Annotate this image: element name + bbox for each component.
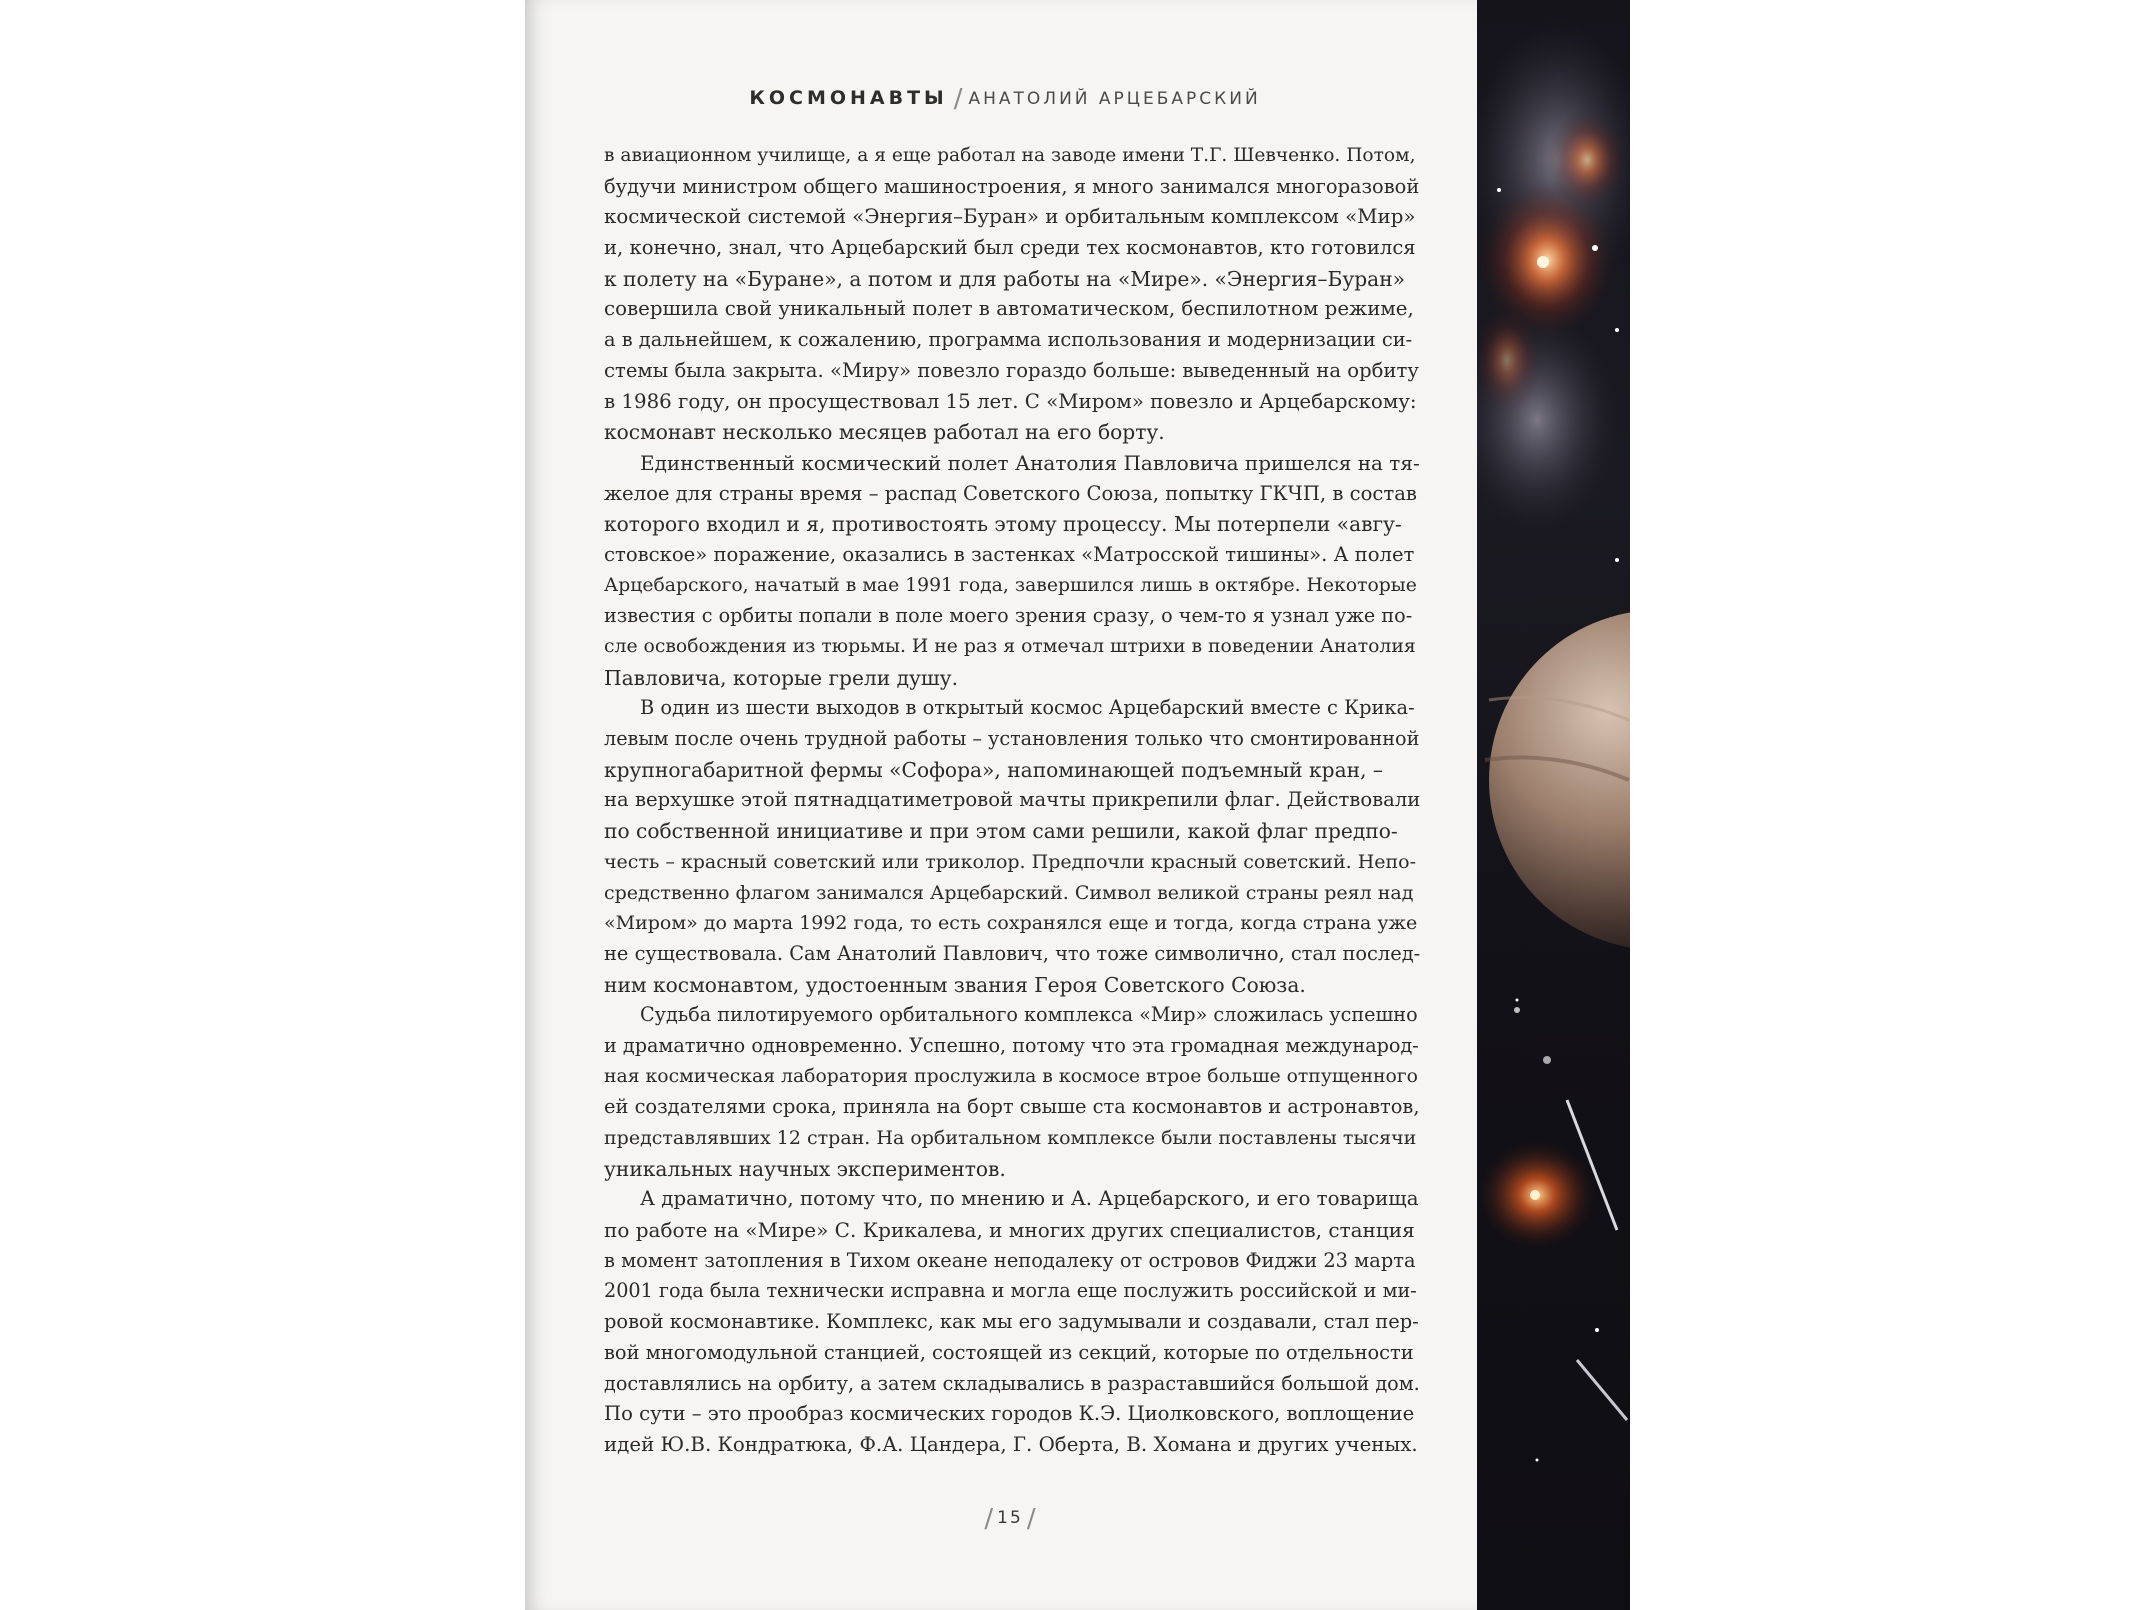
folio-left-slash: /	[984, 1504, 994, 1534]
text-line: и драматично одновременно. Успешно, потому что эта громадная международ-	[604, 1033, 1419, 1057]
text-line: Павловича, которые грели душу.	[604, 665, 958, 690]
text-line: стовское» поражение, оказались в застенках «Матросской тишины». А полет	[604, 542, 1415, 566]
text-line: известия с орбиты попали в поле моего зрения сразу, о чем-то я узнал уже по-	[604, 604, 1413, 628]
text-line: представлявших 12 стран. На орбитальном комплексе были поставлены тысячи	[604, 1127, 1417, 1149]
text-line: ей создателями срока, приняла на борт свыше ста космонавтов и астронавтов,	[604, 1095, 1420, 1119]
text-line: ровой космонавтике. Комплекс, как мы его задумывали и создавали, стал пер-	[604, 1310, 1419, 1334]
text-line: по работе на «Мире» С. Крикалева, и многих других специалистов, станция	[604, 1218, 1415, 1243]
text-line: левым после очень трудной работы – установления только что смонтированной	[604, 727, 1420, 751]
text-line: в авиационном училище, а я еще работал на заводе имени Т.Г. Шевченко. Потом,	[604, 145, 1416, 166]
page-number-footer	[970, 1504, 1050, 1534]
text-line: в момент затопления в Тихом океане неподалеку от островов Фиджи 23 марта	[604, 1248, 1416, 1272]
text-line: ним космонавтом, удостоенным звания Героя Советского Союза.	[604, 972, 1306, 997]
text-line: По сути – это прообраз космических городов К.Э. Циолковского, воплощение	[604, 1402, 1415, 1426]
text-line: а в дальнейшем, к сожалению, программа использования и модернизации си-	[604, 328, 1413, 352]
series-title: КОСМОНАВТЫ	[749, 87, 948, 109]
text-line: идей Ю.В. Кондратюка, Ф.А. Цандера, Г. Оберта, В. Хомана и других ученых.	[604, 1432, 1418, 1456]
text-line: ная космическая лаборатория прослужила в космосе втрое больше отпущенного	[604, 1065, 1418, 1087]
text-line: не существовала. Сам Анатолий Павлович, что тоже символично, стал послед-	[604, 941, 1421, 965]
text-line: уникальных научных экспериментов.	[604, 1156, 1006, 1181]
header-separator: /	[953, 84, 963, 114]
text-line: к полету на «Буране», а потом и для работы на «Мире». «Энергия–Буран»	[604, 266, 1405, 291]
text-line: которого входил и я, противостоять этому процессу. Мы потерпели «авгу-	[604, 512, 1402, 537]
text-line: желое для страны время – распад Советского Союза, попытку ГКЧП, в состав	[604, 481, 1417, 505]
text-line: В один из шести выходов в открытый космос Арцебарский вместе с Крика-	[640, 696, 1415, 720]
text-line: по собственной инициативе и при этом сами решили, какой флаг предпо-	[604, 819, 1398, 844]
text-line: космической системой «Энергия–Буран» и орбитальным комплексом «Мир»	[604, 205, 1416, 229]
text-line: на верхушке этой пятнадцатиметровой мачты прикрепили флаг. Действовали	[604, 788, 1421, 812]
text-line: «Миром» до марта 1992 года, то есть сохранялся еще и тогда, когда страна уже	[604, 912, 1418, 935]
space-illustration-strip	[1477, 0, 1630, 1610]
text-line: сле освобождения из тюрьмы. И не раз я отмечал штрихи в поведении Анатолия	[604, 636, 1416, 657]
text-line: А драматично, потому что, по мнению и А. Арцебарского, и его товарища	[640, 1187, 1419, 1211]
text-line: Арцебарского, начатый в мае 1991 года, завершился лишь в октябре. Некоторые	[604, 574, 1417, 596]
text-line: будучи министром общего машиностроения, я много занимался многоразовой	[604, 174, 1420, 198]
text-line: стемы была закрыта. «Миру» повезло гораздо больше: выведенный на орбиту	[604, 358, 1419, 382]
text-line: доставлялись на орбиту, а затем складывались в разраставшийся большой дом.	[604, 1371, 1420, 1395]
text-line: и, конечно, знал, что Арцебарский был среди тех космонавтов, кто готовился	[604, 236, 1416, 260]
text-line: Единственный космический полет Анатолия Павловича пришелся на тя-	[640, 450, 1420, 475]
running-head	[525, 84, 1485, 114]
page-number: 15	[997, 1508, 1023, 1528]
text-line: средственно флагом занимался Арцебарский. Символ великой страны реял над	[604, 881, 1414, 904]
body-text	[604, 141, 1420, 1461]
text-line: Судьба пилотируемого орбитального комплекса «Мир» сложилась успешно	[640, 1003, 1418, 1027]
text-line: в 1986 году, он просуществовал 15 лет. С «Миром» повезло и Арцебарскому:	[604, 389, 1417, 413]
text-line: космонавт несколько месяцев работал на его борту.	[604, 420, 1165, 445]
text-line: 2001 года была технически исправна и могла еще послужить российской и ми-	[604, 1279, 1417, 1303]
text-line: вой многомодульной станцией, состоящей из секций, которые по отдельности	[604, 1340, 1414, 1364]
folio-right-slash: /	[1026, 1504, 1036, 1534]
text-line: честь – красный советский или триколор. Предпочли красный советский. Непо-	[604, 850, 1417, 873]
text-line: крупногабаритной фермы «Софора», напоминающей подъемный кран, –	[604, 757, 1384, 782]
text-line: совершила свой уникальный полет в автоматическом, беспилотном режиме,	[604, 297, 1414, 321]
author-name: АНАТОЛИЙ АРЦЕБАРСКИЙ	[968, 89, 1261, 109]
